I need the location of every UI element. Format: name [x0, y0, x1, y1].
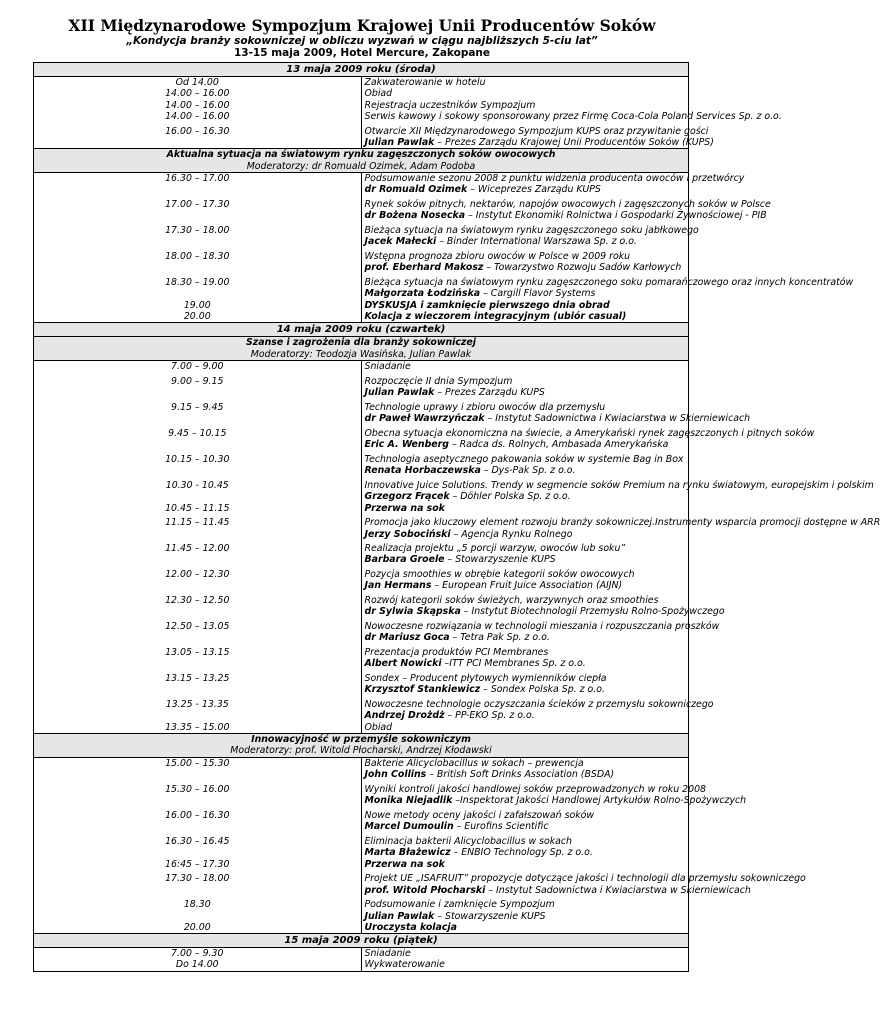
- speaker-name: dr Paweł Wawrzyńczak: [364, 413, 485, 425]
- time-filler: [37, 262, 358, 273]
- schedule-time: 16.30 – 17.00: [165, 173, 230, 185]
- item-text: Technologia aseptycznego pakowania soków w systemie Bag in Box: [364, 453, 684, 465]
- schedule-time: 9.45 – 10.15: [168, 427, 227, 439]
- item-text: Rozwój kategorii soków świeżych, warzywnych oraz smoothies: [364, 595, 659, 607]
- speaker-name: dr Bożena Nosecka: [364, 210, 466, 222]
- item-text: – Instytut Sadownictwa i Kwiaciarstwa w Skierniewicach: [485, 884, 751, 896]
- item-line: [365, 439, 686, 450]
- session-header-row: [34, 733, 689, 757]
- time-filler: [37, 491, 358, 502]
- item-text: Rozpoczęcie II dnia Sympozjum: [364, 375, 513, 387]
- item-text: Rejestracja uczestników Sympozjum: [364, 99, 536, 111]
- item-text: – Prezes Zarządu Krajowej Unii Producentów Soków (KUPS): [434, 136, 714, 148]
- item-text: Bieżąca sytuacja na światowym rynku zagęszczonego soku jabłkowego: [364, 225, 699, 237]
- schedule-time: 19.00: [183, 299, 211, 311]
- time-filler: [37, 821, 358, 832]
- session-moderators: Moderatorzy: prof. Witold Płocharski, Andrzej Kłodawski: [230, 745, 492, 757]
- speaker-name: dr Mariusz Goca: [364, 632, 450, 644]
- item-line: [365, 236, 686, 247]
- item-line: [365, 821, 686, 832]
- item-line: [365, 184, 686, 195]
- document-date-place: 13-15 maja 2009, Hotel Mercure, Zakopane: [233, 47, 491, 59]
- document-title: XII Międzynarodowe Sympozjum Krajowej Unii Producentów Soków: [68, 16, 656, 35]
- item-text: Wykwaterowanie: [364, 959, 445, 971]
- item-line: [365, 658, 686, 669]
- item-text: – British Soft Drinks Association (BSDA): [426, 769, 615, 781]
- speaker-name: Barbara Groele: [364, 554, 445, 566]
- schedule-block-row: [34, 173, 689, 323]
- speaker-name: Kolacja z wieczorem integracyjnym (ubiór casual): [364, 311, 627, 322]
- item-line: [365, 569, 686, 580]
- time-filler: [37, 529, 358, 540]
- item-text: Sondex – Producent płytowych wymienników ciepła: [364, 673, 607, 685]
- item-line: [365, 100, 686, 111]
- description-column: [361, 757, 806, 933]
- item-text: Otwarcie XII Międzynarodowego Sympozjum KUPS oraz przywitanie gości: [364, 125, 709, 137]
- item-line: [364, 225, 699, 237]
- session-title: Aktualna sytuacja na światowym rynku zagęszczonych soków owocowych: [166, 149, 556, 161]
- item-text: Zakwaterowanie w hotelu: [364, 77, 486, 88]
- time-filler: [37, 769, 358, 780]
- day-date: 15 maja 2009 roku (piątek): [34, 934, 689, 948]
- item-line: [364, 125, 709, 137]
- time-filler: [37, 554, 358, 565]
- speaker-name: Grzegorz Frącek: [364, 491, 450, 503]
- schedule-time: 16.30 – 16.45: [165, 835, 230, 847]
- day-header-row: [34, 63, 689, 77]
- time-filler: [37, 413, 358, 424]
- speaker-name: Uroczysta kolacja: [364, 921, 457, 933]
- session-header: [34, 733, 689, 757]
- time-filler: [37, 387, 358, 398]
- item-line: [365, 387, 686, 398]
- session-title: Szanse i zagrożenia dla branży sokowniczej: [246, 337, 476, 349]
- item-line: [365, 88, 686, 99]
- speaker-name: Jan Hermans: [364, 580, 432, 592]
- item-line: [365, 251, 686, 262]
- schedule-time: 20.00: [183, 311, 211, 322]
- item-line: [365, 529, 686, 540]
- speaker-name: dr Sylwia Skąpska: [364, 606, 461, 618]
- time-filler: [37, 632, 358, 643]
- time-filler: [37, 137, 358, 148]
- item-text: – Instytut Biotechnologii Przemysłu Rolno-Spożywczego: [460, 606, 725, 618]
- speaker-name: Marta Błażewicz: [364, 847, 451, 859]
- item-text: Projekt UE „ISAFRUIT” propozycje dotyczące jakości i technologii dla przemysłu sokowniczego: [364, 873, 806, 885]
- schedule-block-row: [34, 361, 689, 734]
- item-text: – Prezes Zarządu KUPS: [434, 387, 545, 399]
- item-line: [365, 402, 686, 413]
- item-line: [364, 621, 720, 633]
- time-filler: [37, 184, 358, 195]
- item-text: – European Fruit Juice Association (AIJN): [431, 580, 623, 592]
- item-line: [364, 413, 751, 425]
- speaker-name: Jerzy Sobociński: [364, 528, 451, 540]
- item-line: [365, 684, 686, 695]
- item-text: Prezentacja produktów PCI Membranes: [364, 647, 549, 659]
- schedule-block-row: [34, 77, 689, 149]
- session-title: Innowacyjność w przemyśle sokowniczym: [251, 733, 471, 745]
- item-text: – PP-EKO Sp. z o.o.: [444, 710, 535, 722]
- item-line: [365, 454, 686, 465]
- item-line: [365, 836, 686, 847]
- schedule-time: 9.15 – 9.45: [171, 401, 224, 413]
- speaker-name: Marcel Dumoulin: [364, 821, 454, 833]
- time-column: [34, 361, 362, 734]
- schedule-time: 13.05 – 13.15: [165, 647, 230, 659]
- time-column: [34, 77, 362, 149]
- day-date: 13 maja 2009 roku (środa): [34, 63, 689, 77]
- schedule-time: 18.00 – 18.30: [165, 251, 230, 263]
- item-line: [365, 722, 686, 733]
- item-text: Śniadanie: [364, 948, 411, 960]
- item-line: [365, 491, 686, 502]
- item-text: Bieżąca sytuacja na światowym rynku zagęszczonego soku pomarańczowego oraz innych koncentratów: [364, 277, 854, 289]
- item-line: [365, 899, 686, 910]
- speaker-name: Julian Pawlak: [364, 910, 435, 922]
- item-text: – Wiceprezes Zarządu KUPS: [467, 184, 601, 196]
- item-text: Serwis kawowy i sokowy sponsorowany przez Firmę Coca-Cola Poland Services Sp. z o.o.: [364, 110, 782, 122]
- item-line: [364, 277, 854, 289]
- item-line: [365, 769, 686, 780]
- speaker-name: Julian Pawlak: [364, 136, 435, 148]
- speaker-name: Julian Pawlak: [364, 387, 435, 399]
- speaker-name: John Collins: [364, 769, 427, 781]
- document-subtitle: „Kondycja branży sokowniczej w obliczu wyzwań w ciągu najbliższych 5-ciu lat”: [126, 35, 598, 47]
- item-line: [365, 647, 686, 658]
- item-text: Bakterie Alicyclobacillus w sokach – prewencja: [364, 757, 584, 769]
- item-text: Nowe metody oceny jakości i zafałszowań soków: [364, 809, 595, 821]
- schedule-time: 16.00 – 16.30: [165, 125, 230, 137]
- item-text: – ENBIO Technology Sp. z o.o.: [450, 847, 593, 859]
- item-line: [365, 948, 686, 959]
- item-text: Rynek soków pitnych, nektarów, napojów owocowych i zagęszczonych soków w Polsce: [364, 199, 771, 211]
- schedule-time: 14.00 – 16.00: [165, 99, 230, 111]
- schedule-time: 7.00 – 9.30: [171, 948, 224, 960]
- schedule-time: 15.30 – 16.00: [165, 783, 230, 795]
- session-header: [34, 337, 689, 361]
- schedule-time: 11.15 – 11.45: [165, 517, 230, 529]
- item-text: – Sondex Polska Sp. z o.o.: [480, 684, 605, 696]
- item-text: –Inspektorat Jakości Handlowej Artykułów Rolno-Spożywczych: [452, 795, 747, 807]
- item-line: [365, 922, 686, 933]
- time-filler: [37, 236, 358, 247]
- item-text: – Instytut Ekonomiki Rolnictwa i Gospodarki Żywnościowej - PIB: [465, 210, 767, 222]
- time-filler: [37, 911, 358, 922]
- item-text: – Stowarzyszenie KUPS: [434, 910, 546, 922]
- time-filler: [37, 210, 358, 221]
- item-line: [364, 173, 745, 185]
- item-text: Podsumowanie i zamknięcie Sympozjum: [364, 899, 555, 911]
- item-line: [365, 859, 686, 870]
- speaker-name: Renata Horbaczewska: [364, 465, 481, 477]
- schedule-time: 18.30: [183, 899, 211, 911]
- schedule-time: 12.30 – 12.50: [165, 595, 230, 607]
- session-moderators: Moderatorzy: Teodozja Wasińska, Julian Pawlak: [250, 348, 472, 360]
- item-line: [364, 110, 782, 122]
- item-line: [365, 503, 686, 514]
- item-text: Realizacja projektu „5 porcji warzyw, owoców lub soku”: [364, 543, 626, 555]
- time-filler: [37, 439, 358, 450]
- item-text: – Döhler Polska Sp. z o.o.: [449, 491, 571, 503]
- speaker-name: Małgorzata Łodzińska: [364, 288, 481, 300]
- schedule-time: 10.30 - 10.45: [165, 479, 229, 491]
- speaker-name: prof. Eberhard Makosz: [364, 262, 484, 274]
- day-header-row: [34, 323, 689, 337]
- item-line: [364, 606, 725, 618]
- item-line: [365, 554, 686, 565]
- schedule-time: 10.15 – 10.30: [165, 453, 230, 465]
- session-header-row: [34, 337, 689, 361]
- schedule-time: 20.00: [183, 921, 211, 933]
- time-filler: [37, 606, 358, 617]
- schedule-block-row: [34, 757, 689, 933]
- item-line: [365, 361, 686, 372]
- item-text: – Cargill Flavor Systems: [480, 288, 596, 300]
- schedule-time: 11.45 – 12.00: [165, 543, 230, 555]
- item-line: [365, 959, 686, 970]
- item-line: [365, 632, 686, 643]
- speaker-name: Eric A. Wenberg: [364, 439, 449, 451]
- schedule-time: 9.00 – 9.15: [171, 375, 224, 387]
- item-text: – Binder International Warszawa Sp. z o.o.: [436, 236, 637, 248]
- item-text: Technologie uprawy i zbioru owoców dla przemysłu: [364, 401, 606, 413]
- item-line: [365, 465, 686, 476]
- item-text: Eliminacja bakterii Alicyclobacillus w sokach: [364, 835, 572, 847]
- schedule-time: 16.00 – 16.30: [165, 809, 230, 821]
- speaker-name: Albert Nowicki: [364, 658, 442, 670]
- item-line: [365, 710, 686, 721]
- time-filler: [37, 684, 358, 695]
- item-line: [364, 884, 751, 896]
- item-text: – Agencja Rynku Rolnego: [450, 528, 573, 540]
- speaker-name: Przerwa na sok: [364, 502, 445, 514]
- speaker-name: Krzysztof Stankiewicz: [364, 684, 481, 696]
- item-text: Nowoczesne technologie oczyszczania ścieków z przemysłu sokowniczego: [364, 699, 714, 711]
- item-line: [365, 595, 686, 606]
- item-text: – Tetra Pak Sp. z o.o.: [449, 632, 550, 644]
- schedule-time: 18.30 – 19.00: [165, 277, 230, 289]
- item-text: Pozycja smoothies w obrębie kategorii soków owocowych: [364, 569, 635, 581]
- item-line: [365, 262, 686, 273]
- item-line: [365, 543, 686, 554]
- speaker-name: Monika Niejadlik: [364, 795, 453, 807]
- item-text: Obecna sytuacja ekonomiczna na świecie, a Amerykański rynek zagęszczonych i pitnych soków: [364, 427, 815, 439]
- item-text: – Radca ds. Rolnych, Ambasada Amerykańska: [449, 439, 669, 451]
- item-line: [364, 795, 747, 807]
- description-column: [361, 948, 689, 972]
- schedule-time: 17.00 – 17.30: [165, 199, 230, 211]
- schedule-time: 13.35 – 15.00: [165, 721, 230, 733]
- item-text: Śniadanie: [364, 361, 411, 373]
- speaker-name: Jacek Małecki: [364, 236, 437, 248]
- time-filler: [37, 288, 358, 299]
- speaker-name: prof. Witold Płocharski: [364, 884, 486, 896]
- session-moderators: Moderatorzy: dr Romuald Ozimek, Adam Podoba: [246, 160, 476, 172]
- item-line: [365, 300, 686, 311]
- schedule-time: 12.00 – 12.30: [165, 569, 230, 581]
- time-column: [34, 948, 362, 972]
- item-line: [365, 810, 686, 821]
- speaker-name: Przerwa na sok: [364, 858, 445, 870]
- item-line: [364, 210, 767, 222]
- item-text: Obiad: [364, 721, 393, 733]
- item-line: [365, 376, 686, 387]
- item-line: [364, 517, 880, 529]
- time-filler: [37, 795, 358, 806]
- item-line: [365, 311, 686, 322]
- schedule-block-row: [34, 948, 689, 972]
- schedule-time: 14.00 – 16.00: [165, 110, 230, 122]
- schedule-time: 12.50 – 13.05: [165, 621, 230, 633]
- time-filler: [37, 580, 358, 591]
- item-text: Podsumowanie sezonu 2008 z punktu widzenia producenta owoców i przetwórcy: [364, 173, 745, 185]
- item-text: – Eurofins Scientific: [453, 821, 549, 833]
- item-line: [364, 873, 806, 885]
- time-filler: [37, 465, 358, 476]
- schedule-time: 17.30 – 18.00: [165, 225, 230, 237]
- schedule-time: 10.45 – 11.15: [165, 502, 230, 514]
- time-column: [34, 173, 362, 323]
- time-filler: [37, 885, 358, 896]
- description-column: [361, 173, 854, 323]
- time-filler: [37, 847, 358, 858]
- item-text: – Instytut Sadownictwa i Kwiaciarstwa w Skierniewicach: [484, 413, 751, 425]
- speaker-name: Andrzej Drożdż: [364, 710, 445, 722]
- item-text: Obiad: [364, 88, 393, 100]
- schedule-time: 14.00 – 16.00: [165, 88, 230, 100]
- item-line: [364, 427, 815, 439]
- time-filler: [37, 658, 358, 669]
- item-text: –ITT PCI Membranes Sp. z o.o.: [441, 658, 586, 670]
- session-header: [34, 149, 689, 173]
- item-line: [364, 783, 707, 795]
- item-line: [364, 479, 874, 491]
- schedule-time: Do 14.00: [175, 959, 219, 971]
- description-column: [361, 361, 880, 734]
- schedule-time: Od 14.00: [175, 77, 219, 88]
- item-text: Wstępna prognoza zbioru owoców w Polsce w 2009 roku: [364, 251, 631, 263]
- day-date: 14 maja 2009 roku (czwartek): [34, 323, 689, 337]
- time-column: [34, 757, 362, 933]
- day-header-row: [34, 934, 689, 948]
- item-text: – Dys-Pak Sp. z o.o.: [480, 465, 576, 477]
- schedule-time: 13.15 – 13.25: [165, 673, 230, 685]
- item-line: [365, 288, 686, 299]
- item-line: [365, 580, 686, 591]
- item-line: [364, 136, 714, 148]
- item-line: [365, 911, 686, 922]
- schedule-time: 15.00 – 15.30: [165, 757, 230, 769]
- item-line: [364, 199, 771, 211]
- speaker-name: DYSKUSJA i zamknięcie pierwszego dnia obrad: [364, 299, 610, 311]
- item-line: [364, 699, 714, 711]
- item-text: – Stowarzyszenie KUPS: [444, 554, 556, 566]
- schedule-time: 7.00 – 9.00: [171, 361, 224, 373]
- item-line: [365, 673, 686, 684]
- schedule-time: 17.30 – 18.00: [165, 873, 230, 885]
- item-line: [365, 77, 686, 88]
- description-column: [361, 77, 782, 149]
- item-text: Promocja jako kluczowy element rozwoju branży sokowniczej.Instrumenty wsparcia promocji dostępne w ARR: [364, 517, 880, 529]
- item-line: [365, 758, 686, 769]
- item-text: – Towarzystwo Rozwoju Sadów Karłowych: [483, 262, 682, 274]
- item-text: Innovative Juice Solutions. Trendy w segmencie soków Premium na rynku światowym, europejskim i polskim: [364, 479, 874, 491]
- schedule-time: 16:45 – 17.30: [164, 858, 230, 870]
- time-filler: [37, 710, 358, 721]
- item-text: Wyniki kontroli jakości handlowej soków przeprowadzonych w roku 2008: [364, 783, 707, 795]
- speaker-name: dr Romuald Ozimek: [364, 184, 468, 196]
- session-header-row: [34, 149, 689, 173]
- schedule-time: 13.25 - 13.35: [165, 699, 229, 711]
- item-text: Nowoczesne rozwiązania w technologii mieszania i rozpuszczania proszków: [364, 621, 720, 633]
- schedule-table: [33, 62, 880, 972]
- item-line: [365, 847, 686, 858]
